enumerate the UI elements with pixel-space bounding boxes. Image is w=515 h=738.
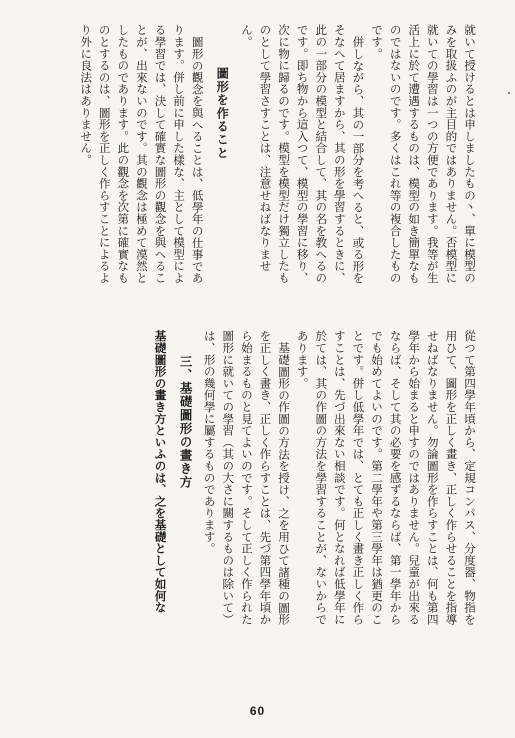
print-speck [508,92,510,94]
section-heading: 三、基礎圖形の畫き方 [178,354,194,489]
section-heading: 圖形を作ること [215,66,230,160]
paragraph: 併しながら、其の一部分を考へると、或る形をそなへて居ますから、其の形を學習するときに、此の一部分の模型と結合して、其の名を教へるのです。即ち物から這入つて、模型の學習に移り、次に物に歸るのです。模型を模型だけ獨立したものとして學習さすことは、注意せねばなりません。 [239,24,366,284]
page-number: 60 [249,704,266,718]
paragraph: 基礎圖形の畫き方といふのは、之を基礎として如何な [153,330,168,614]
paragraph: 基礎圖形の作圖の方法を授け、之を用ひて諸種の圖形を正しく畫き、正しく作らすことは、先づ第四學年頃から始まるものと見てよいのです。そして正しく作られた圖形に就いての學習（其の大さに關するものは除いて）は、形の幾何學に屬するものであります。 [202,330,292,625]
paragraph: 圖形の觀念を與へることは、低學年の仕事であります。併し前に申した樣な、主として模型による學習では、決して確實な圖形の觀念を與へることが、出來ないのです。其の觀念は極めて漠然としたものであります。此の觀念を次第に確實なものとするのは、圖形を正しく作らすことによるより外に良法はありません。 [79,24,205,284]
paragraph: 從つて第四學年頃から、定規コンパス、分度器、物指を用ひて、圖形を正しく畫き、正しく作らせることを指導せねばなりません。勿論圖形を作らすことは、何も第四學年から始まると申すのではありません。兒童が出來るならば、そして其の必要を感ずるならば、第一學年からでも始めてよいのです。第二學年や第三學年は猶更のことです。併し低學年では、とても正しく畫き正しく作らすことは、先づ出來ない相談です。何となれば低學年に於ては、其の作圖の方法を學習することが、ないからであります。 [295,330,477,625]
paragraph: 就いて授けるとは申しましたもの丶、單に模型のみを取扱ふのが主目的ではありません。否模型に就いての學習は一つの方便であります。我等が生活上に於て遭遇するものは、模型の如き簡單なものではないのです。多くはこれ等の複合したものです。 [370,24,477,284]
upper-text-block [27,24,479,294]
lower-text-block [27,330,479,635]
